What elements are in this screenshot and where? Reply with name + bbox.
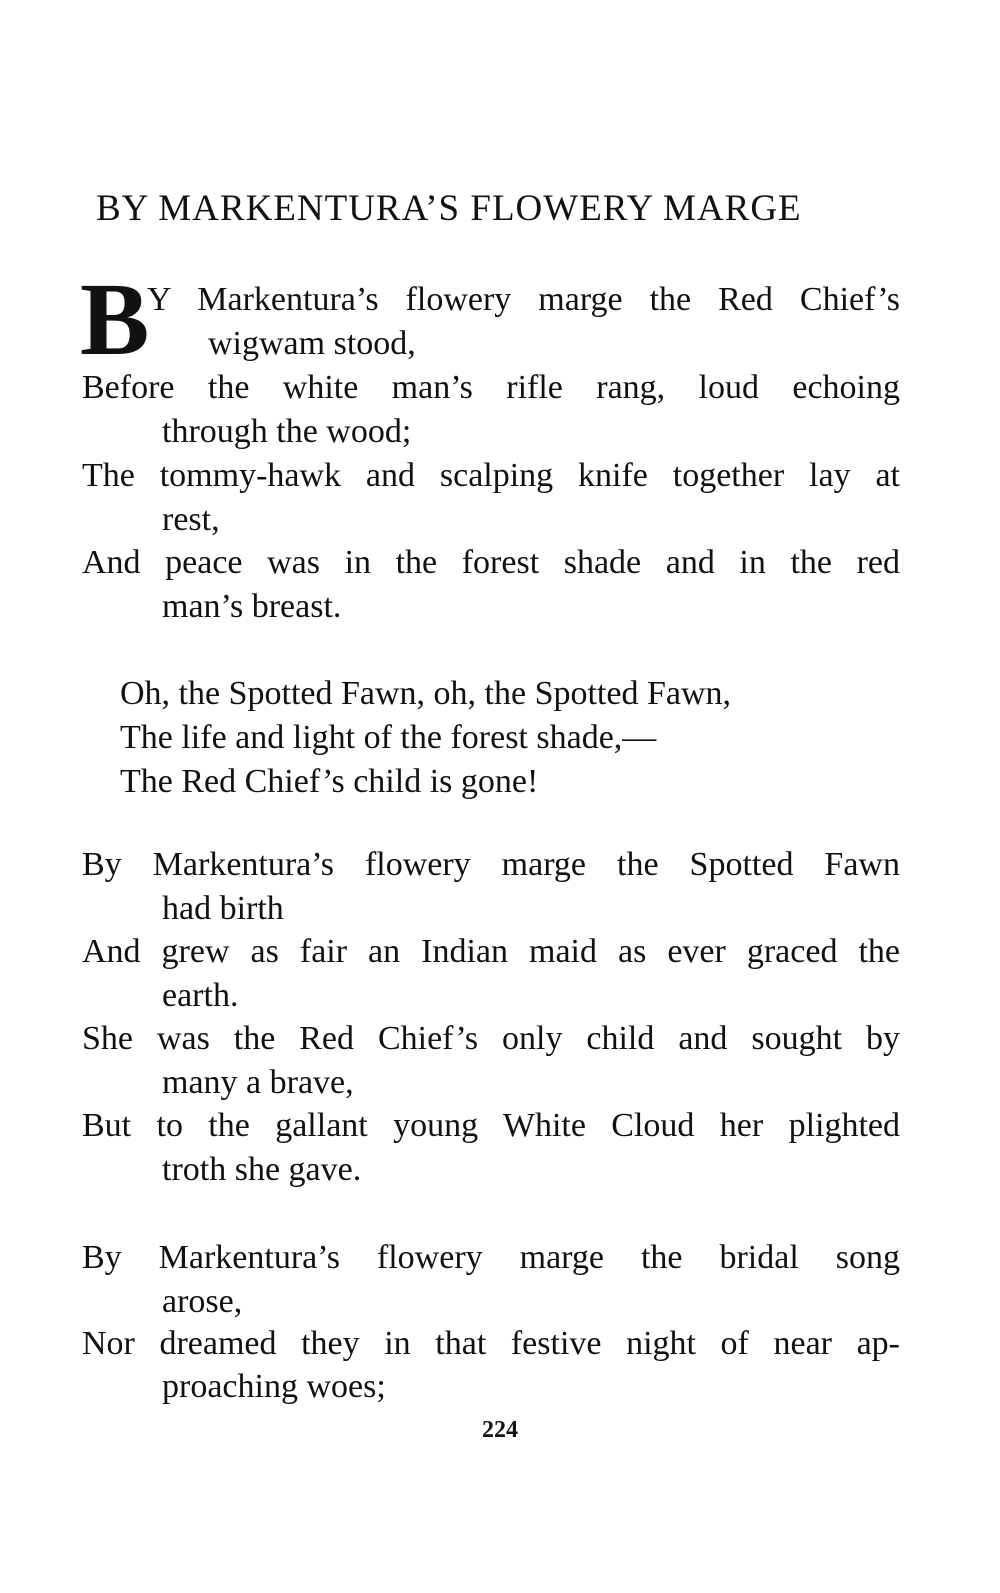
stanza-1-line-2-continued: through the wood; bbox=[162, 413, 412, 450]
stanza-2-line-2: And grew as fair an Indian maid as ever graced the bbox=[82, 933, 900, 970]
stanza-3-line-1: By Markentura’s flowery marge the bridal song bbox=[82, 1239, 900, 1276]
stanza-2-line-2-continued: earth. bbox=[162, 977, 239, 1014]
stanza-1-line-3: The tommy-hawk and scalping knife together lay at bbox=[82, 457, 900, 494]
stanza-3-line-2-continued: proaching woes; bbox=[162, 1368, 386, 1405]
stanza-1-line-4-continued: man’s breast. bbox=[162, 588, 342, 625]
stanza-2-line-1-continued: had birth bbox=[162, 890, 284, 927]
stanza-3-line-2: Nor dreamed they in that festive night of near ap- bbox=[82, 1325, 900, 1362]
page-number: 224 bbox=[482, 1417, 518, 1443]
stanza-1-line-4: And peace was in the forest shade and in the red bbox=[82, 544, 900, 581]
refrain-line-3: The Red Chief’s child is gone! bbox=[120, 763, 539, 800]
refrain-line-1: Oh, the Spotted Fawn, oh, the Spotted Fawn, bbox=[120, 675, 732, 712]
stanza-1-line-3-continued: rest, bbox=[162, 501, 220, 538]
poem-title: BY MARKENTURA’S FLOWERY MARGE bbox=[96, 188, 802, 229]
stanza-1-line-1: Y Markentura’s flowery marge the Red Chief’s bbox=[147, 281, 900, 318]
stanza-2-line-1: By Markentura’s flowery marge the Spotted Fawn bbox=[82, 846, 900, 883]
stanza-2-line-3-continued: many a brave, bbox=[162, 1064, 354, 1101]
drop-cap-letter: B bbox=[80, 262, 150, 377]
stanza-2-line-4-continued: troth she gave. bbox=[162, 1151, 362, 1188]
stanza-1-line-2: Before the white man’s rifle rang, loud echoing bbox=[82, 369, 900, 406]
stanza-1-line-1-continued: wigwam stood, bbox=[208, 325, 416, 362]
stanza-2-line-4: But to the gallant young White Cloud her plighted bbox=[82, 1107, 900, 1144]
refrain-line-2: The life and light of the forest shade,— bbox=[120, 719, 657, 756]
stanza-3-line-1-continued: arose, bbox=[162, 1283, 243, 1320]
stanza-2-line-3: She was the Red Chief’s only child and sought by bbox=[82, 1020, 900, 1057]
